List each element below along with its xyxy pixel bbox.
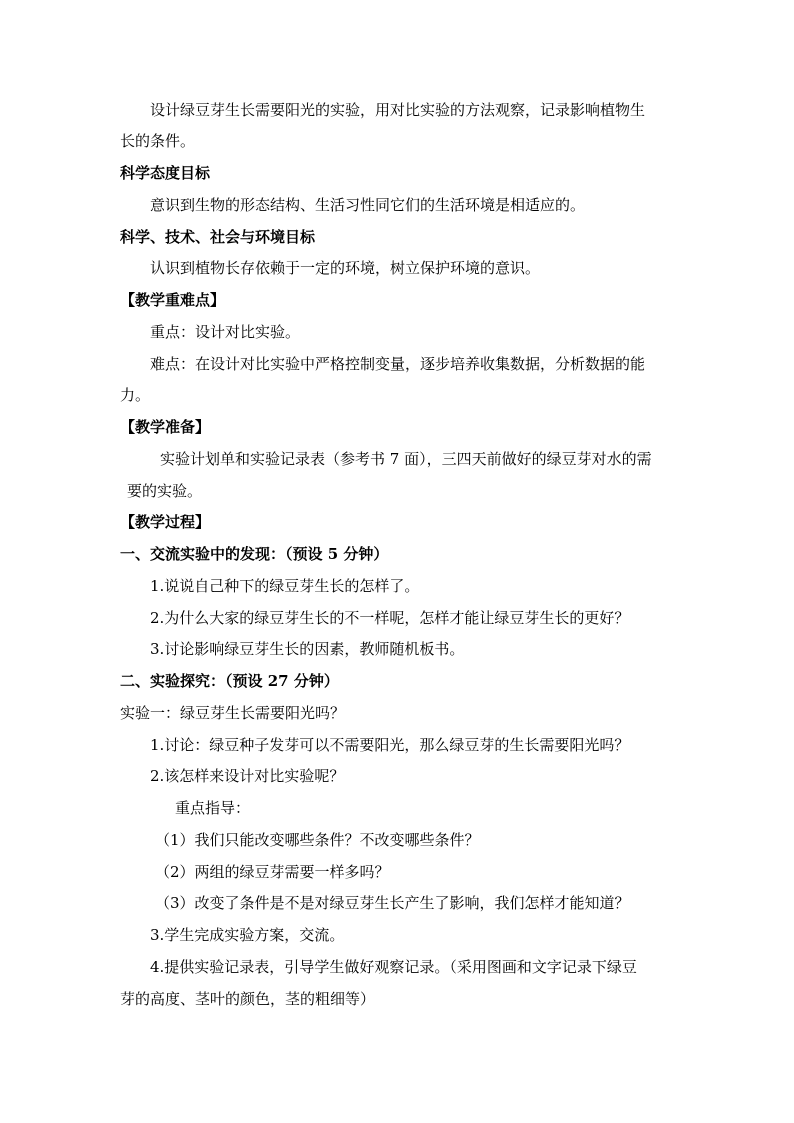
list-item: 3.讨论影响绿豆芽生长的因素，教师随机板书。 bbox=[150, 640, 465, 658]
list-item: 1.讨论：绿豆种子发芽可以不需要阳光，那么绿豆芽的生长需要阳光吗？ bbox=[150, 736, 630, 754]
paragraph-line: 重点指导： bbox=[175, 799, 251, 817]
paragraph-line: 实验一：绿豆芽生长需要阳光吗？ bbox=[120, 704, 346, 722]
section-heading: 【教学过程】 bbox=[120, 513, 211, 531]
paragraph-line: 难点：在设计对比实验中严格控制变量，逐步培养收集数据，分析数据的能 bbox=[150, 355, 646, 373]
list-item: （1）我们只能改变哪些条件？不改变哪些条件？ bbox=[155, 831, 480, 849]
list-item: （3）改变了条件是不是对绿豆芽生长产生了影响，我们怎样才能知道？ bbox=[155, 894, 630, 912]
list-item: 2.为什么大家的绿豆芽生长的不一样呢，怎样才能让绿豆芽生长的更好？ bbox=[150, 609, 630, 627]
list-item: 2.该怎样来设计对比实验呢？ bbox=[150, 767, 345, 785]
paragraph-line: 实验计划单和实验记录表（参考书 7 面），三四天前做好的绿豆芽对水的需 bbox=[160, 450, 652, 468]
list-item: 4.提供实验记录表，引导学生做好观察记录。（采用图画和文字记录下绿豆 bbox=[150, 958, 637, 976]
paragraph-line: 要的实验。 bbox=[127, 482, 203, 500]
section-heading: 【教学重难点】 bbox=[120, 291, 226, 309]
paragraph-line: 力。 bbox=[120, 386, 151, 404]
section-heading: 科学、技术、社会与环境目标 bbox=[120, 228, 316, 246]
paragraph-line: 重点：设计对比实验。 bbox=[150, 323, 301, 341]
list-item: 1.说说自己种下的绿豆芽生长的怎样了。 bbox=[150, 577, 420, 595]
paragraph-line: 意识到生物的形态结构、生活习性同它们的生活环境是相适应的。 bbox=[150, 196, 586, 214]
paragraph-line: 认识到植物长存依赖于一定的环境，树立保护环境的意识。 bbox=[150, 259, 541, 277]
list-item: 3.学生完成实验方案，交流。 bbox=[150, 926, 345, 944]
paragraph-line: 长的条件。 bbox=[120, 132, 196, 150]
section-heading: 【教学准备】 bbox=[120, 418, 211, 436]
section-heading: 科学态度目标 bbox=[120, 164, 211, 182]
section-heading: 一、交流实验中的发现：（预设 5 分钟） bbox=[120, 545, 389, 563]
paragraph-line: 设计绿豆芽生长需要阳光的实验，用对比实验的方法观察，记录影响植物生 bbox=[150, 101, 646, 119]
section-heading: 二、实验探究：（预设 27 分钟） bbox=[120, 672, 339, 690]
list-item: （2）两组的绿豆芽需要一样多吗？ bbox=[155, 863, 390, 881]
paragraph-line: 芽的高度、茎叶的颜色，茎的粗细等） bbox=[120, 990, 376, 1008]
